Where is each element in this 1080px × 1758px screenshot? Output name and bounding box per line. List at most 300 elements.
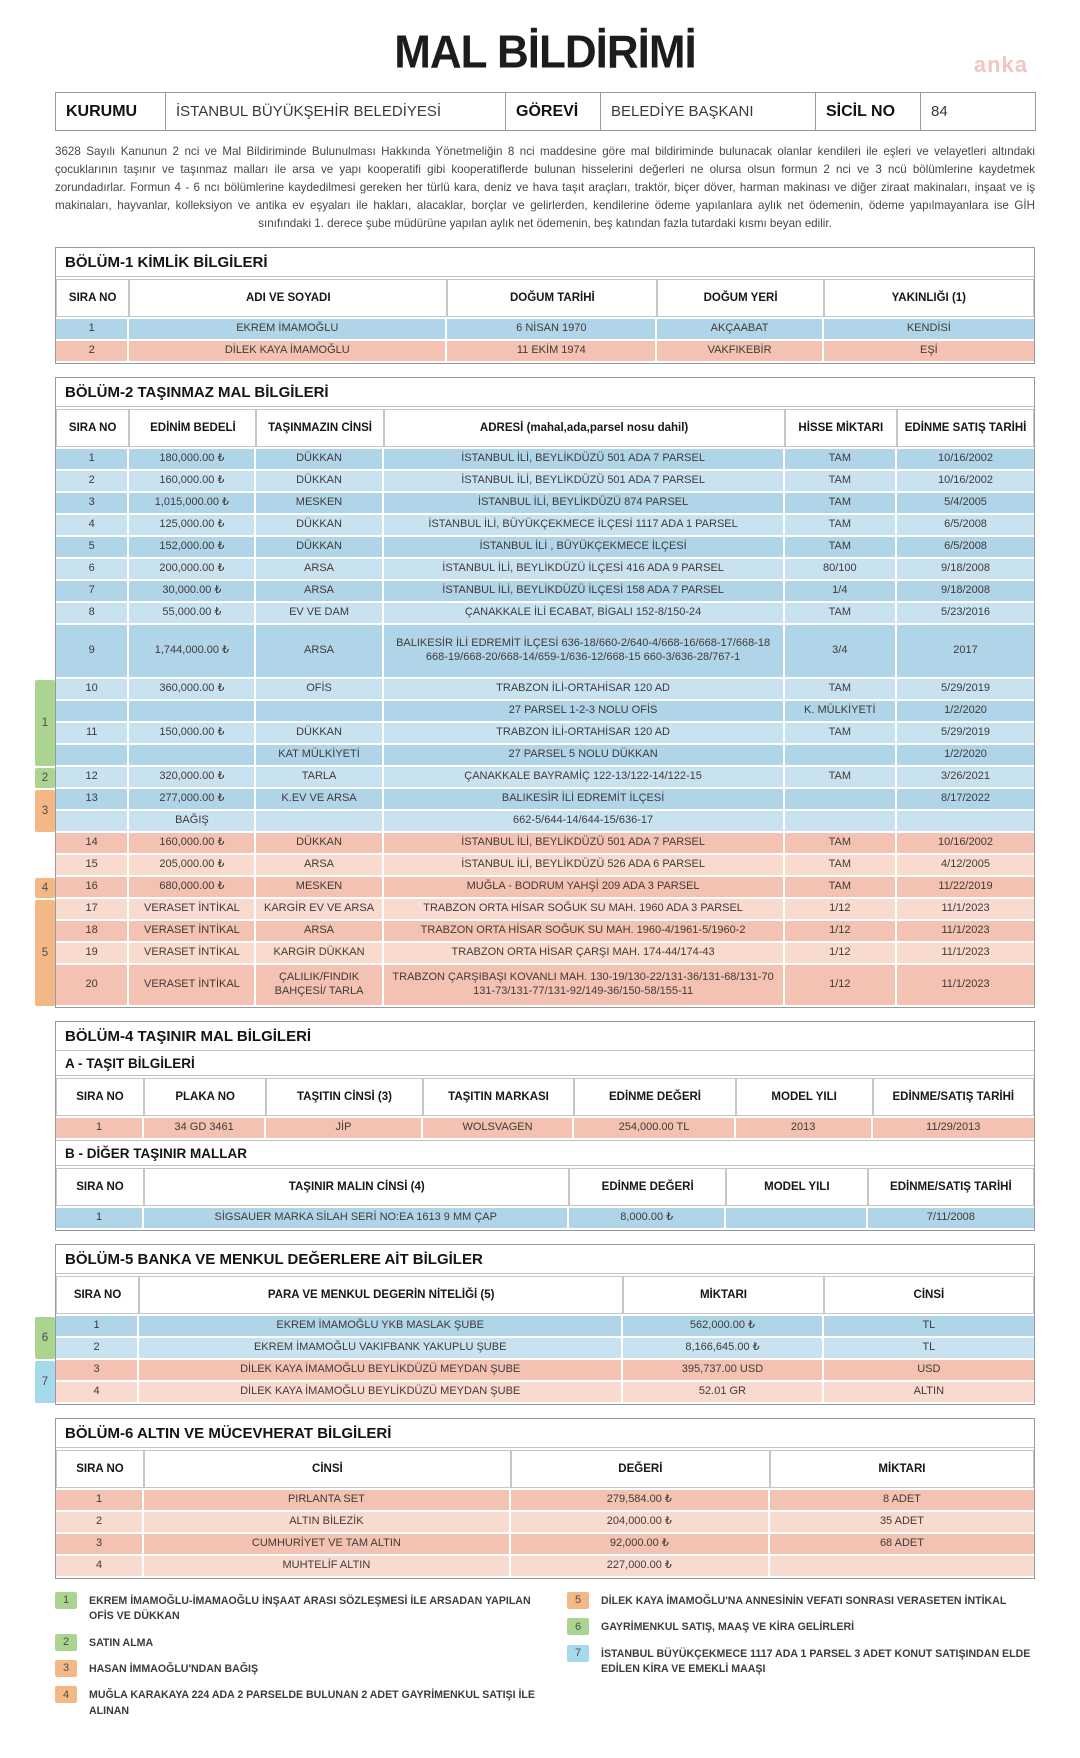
footnote-item	[567, 1645, 1055, 1678]
table-cell: 12	[56, 767, 129, 787]
table-row	[56, 1534, 1034, 1554]
table-cell	[785, 811, 897, 831]
table-cell: K.EV VE ARSA	[256, 789, 383, 809]
table-cell: 10/16/2002	[897, 449, 1034, 469]
table-cell: 16	[56, 877, 129, 897]
table-cell: 5/23/2016	[897, 603, 1034, 623]
table-cell: 205,000.00 ₺	[129, 855, 256, 875]
table-cell: 11 EKİM 1974	[447, 341, 657, 361]
table-cell: 55,000.00 ₺	[129, 603, 256, 623]
table-row	[56, 767, 1034, 787]
other-movables-table	[56, 1166, 1034, 1230]
table-cell: 1/2/2020	[897, 701, 1034, 721]
table-cell: İSTANBUL İLİ, BEYLİKDÜZÜ 874 PARSEL	[384, 493, 785, 513]
column-header: TAŞITIN MARKASI	[423, 1078, 575, 1116]
table-cell: 160,000.00 ₺	[129, 471, 256, 491]
table-cell: 10/16/2002	[897, 833, 1034, 853]
column-header-row	[56, 1276, 1034, 1314]
table-cell: VERASET İNTİKAL	[129, 943, 256, 963]
table-cell: TAM	[785, 537, 897, 557]
table-cell: TRABZON ORTA HİSAR SOĞUK SU MAH. 1960 ADA 3 PARSEL	[384, 899, 785, 919]
table-cell: 27 PARSEL 5 NOLU DÜKKAN	[384, 745, 785, 765]
table-cell: İSTANBUL İLİ, BÜYÜKÇEKMECE İLÇESİ 1117 ADA 1 PARSEL	[384, 515, 785, 535]
table-row	[56, 833, 1034, 853]
footnote-item	[55, 1660, 543, 1677]
table-cell: 2	[56, 1512, 144, 1532]
table-cell: BALIKESİR İLİ EDREMİT İLÇESİ 636-18/660-2/640-4/668-16/668-17/668-18 668-19/668-20/668-14/659-1/636-12/668-15 660-3/636-28/767-1	[384, 625, 785, 677]
table-cell: 3	[56, 1534, 144, 1554]
table-cell: 7/11/2008	[868, 1208, 1034, 1228]
column-header: EDİNİM BEDELİ	[129, 409, 256, 447]
section-6-gold-jewelry	[55, 1418, 1035, 1579]
footnote-number-chip: 7	[567, 1645, 589, 1662]
table-cell: DİLEK KAYA İMAMOĞLU BEYLİKDÜZÜ MEYDAN ŞUBE	[139, 1360, 623, 1380]
table-cell: 1	[56, 1208, 144, 1228]
table-cell: 13	[56, 789, 129, 809]
table-cell: BAĞIŞ	[129, 811, 256, 831]
table-cell: 1	[56, 1118, 144, 1138]
table-cell: 1	[56, 449, 129, 469]
column-header: MODEL YILI	[736, 1078, 873, 1116]
gorevi-value: BELEDİYE BAŞKANI	[601, 93, 816, 131]
table-cell: 1,744,000.00 ₺	[129, 625, 256, 677]
table-cell: 6	[56, 559, 129, 579]
table-row	[56, 1512, 1034, 1532]
footnote-item	[55, 1686, 543, 1719]
table-cell: 8 ADET	[770, 1490, 1034, 1510]
table-cell: 1/12	[785, 921, 897, 941]
footnote-text: EKREM İMAMOĞLU-İMAMAOĞLU İNŞAAT ARASI SÖZLEŞMESİ İLE ARSADAN YAPILAN OFİS VE DÜKKAN	[89, 1594, 531, 1623]
table-cell: İSTANBUL İLİ, BEYLİKDÜZÜ İLÇESİ 158 ADA 7 PARSEL	[384, 581, 785, 601]
table-cell	[785, 745, 897, 765]
table-row	[56, 965, 1034, 1005]
footnote-ref-marker: 1	[35, 680, 55, 766]
column-header-row	[56, 1078, 1034, 1116]
footnote-text: MUĞLA KARAKAYA 224 ADA 2 PARSELDE BULUNAN 2 ADET GAYRİMENKUL SATIŞI İLE ALINAN	[89, 1689, 535, 1717]
column-header: PARA VE MENKUL DEGERİN NİTELİĞİ (5)	[139, 1276, 623, 1314]
table-cell: TAM	[785, 515, 897, 535]
gorevi-label: GÖREVİ	[506, 93, 601, 131]
table-cell: TAM	[785, 767, 897, 787]
table-cell: 9	[56, 625, 129, 677]
table-cell: 8	[56, 603, 129, 623]
table-cell: 4	[56, 1382, 139, 1402]
table-cell: 1/12	[785, 943, 897, 963]
table-cell: USD	[824, 1360, 1034, 1380]
footnote-text: DİLEK KAYA İMAMOĞLU'NA ANNESİNİN VEFATI SONRASI VERASETEN İNTİKAL	[601, 1594, 1007, 1607]
table-cell: 6 NİSAN 1970	[447, 319, 657, 339]
table-cell: PIRLANTA SET	[144, 1490, 511, 1510]
table-cell: K. MÜLKİYETİ	[785, 701, 897, 721]
table-cell: DİLEK KAYA İMAMOĞLU	[129, 341, 447, 361]
footnotes-left-column	[55, 1592, 543, 1728]
table-cell: 150,000.00 ₺	[129, 723, 256, 743]
table-cell: ARSA	[256, 625, 383, 677]
table-cell: TAM	[785, 877, 897, 897]
section-2-title: BÖLÜM-2 TAŞINMAZ MAL BİLGİLERİ	[56, 378, 1034, 407]
vehicles-table	[56, 1076, 1034, 1140]
table-cell: 279,584.00 ₺	[511, 1490, 770, 1510]
footnote-number-chip: 6	[567, 1618, 589, 1635]
table-cell: 4	[56, 515, 129, 535]
table-row	[56, 789, 1034, 809]
table-cell: CUMHURİYET VE TAM ALTIN	[144, 1534, 511, 1554]
table-row	[56, 1382, 1034, 1402]
table-cell: OFİS	[256, 679, 383, 699]
table-cell	[785, 789, 897, 809]
column-header: TAŞINIR MALIN CİNSİ (4)	[144, 1168, 569, 1206]
footnote-item	[567, 1592, 1055, 1609]
table-row	[56, 679, 1034, 699]
page-title: MAL BİLDİRİMİ	[394, 26, 696, 79]
table-row	[56, 625, 1034, 677]
table-row	[56, 319, 1034, 339]
footnotes	[55, 1592, 1055, 1728]
column-header: CİNSİ	[824, 1276, 1034, 1314]
table-row	[56, 603, 1034, 623]
table-cell: DÜKKAN	[256, 723, 383, 743]
table-cell	[129, 745, 256, 765]
table-cell: 10	[56, 679, 129, 699]
column-header: ADRESİ (mahal,ada,parsel nosu dahil)	[384, 409, 785, 447]
section-4-title: BÖLÜM-4 TAŞINIR MAL BİLGİLERİ	[56, 1022, 1034, 1051]
sicil-no-label: SİCİL NO	[816, 93, 921, 131]
table-row	[56, 1316, 1034, 1336]
table-row	[56, 877, 1034, 897]
table-cell: 9/18/2008	[897, 581, 1034, 601]
column-header: MİKTARI	[770, 1450, 1034, 1488]
table-cell	[897, 811, 1034, 831]
table-row	[56, 515, 1034, 535]
header-info-table	[55, 92, 1036, 131]
table-cell: 11/1/2023	[897, 921, 1034, 941]
table-cell: 1/2/2020	[897, 745, 1034, 765]
table-cell: 3	[56, 1360, 139, 1380]
column-header: SIRA NO	[56, 279, 129, 317]
table-cell: EKREM İMAMOĞLU VAKIFBANK YAKUPLU ŞUBE	[139, 1338, 623, 1358]
anka-watermark: anka	[973, 52, 1028, 77]
table-cell: 680,000.00 ₺	[129, 877, 256, 897]
footnote-number-chip: 2	[55, 1634, 77, 1651]
table-cell	[56, 811, 129, 831]
table-cell: 14	[56, 833, 129, 853]
table-cell: 1/4	[785, 581, 897, 601]
table-row	[56, 1490, 1034, 1510]
column-header: EDİNME/SATIŞ TARİHİ	[868, 1168, 1034, 1206]
table-cell: VERASET İNTİKAL	[129, 921, 256, 941]
table-cell: TAM	[785, 679, 897, 699]
table-cell: İSTANBUL İLİ, BEYLİKDÜZÜ İLÇESİ 416 ADA 9 PARSEL	[384, 559, 785, 579]
table-cell: KAT MÜLKİYETİ	[256, 745, 383, 765]
table-cell: ALTIN	[824, 1382, 1034, 1402]
table-cell: DÜKKAN	[256, 833, 383, 853]
column-header: EDİNME SATIŞ TARİHİ	[897, 409, 1034, 447]
table-cell: JİP	[266, 1118, 422, 1138]
table-cell: 277,000.00 ₺	[129, 789, 256, 809]
table-cell: 11/1/2023	[897, 943, 1034, 963]
column-header-row	[56, 1450, 1034, 1488]
footnote-text: İSTANBUL BÜYÜKÇEKMECE 1117 ADA 1 PARSEL 3 ADET KONUT SATIŞINDAN ELDE EDİLEN KİRA VE EMEKLİ MAAŞI	[601, 1647, 1031, 1675]
column-header-row	[56, 409, 1034, 447]
section-4-movables	[55, 1021, 1035, 1231]
table-cell: 227,000.00 ₺	[511, 1556, 770, 1576]
table-cell: 4	[56, 1556, 144, 1576]
table-row	[56, 1360, 1034, 1380]
table-cell: 10/16/2002	[897, 471, 1034, 491]
table-row	[56, 1208, 1034, 1228]
table-row	[56, 921, 1034, 941]
table-cell: EŞİ	[824, 341, 1034, 361]
column-header: SIRA NO	[56, 1450, 144, 1488]
table-cell: 360,000.00 ₺	[129, 679, 256, 699]
table-cell: TARLA	[256, 767, 383, 787]
table-row	[56, 537, 1034, 557]
table-cell: MUĞLA - BODRUM YAHŞİ 209 ADA 3 PARSEL	[384, 877, 785, 897]
table-cell: 2	[56, 1338, 139, 1358]
table-cell: 6/5/2008	[897, 537, 1034, 557]
column-header: PLAKA NO	[144, 1078, 266, 1116]
table-cell	[256, 701, 383, 721]
footnote-item	[567, 1618, 1055, 1635]
gold-jewelry-table	[56, 1448, 1034, 1578]
column-header-row	[56, 279, 1034, 317]
table-cell: TRABZON ORTA HİSAR SOĞUK SU MAH. 1960-4/1961-5/1960-2	[384, 921, 785, 941]
table-cell: KARGİR DÜKKAN	[256, 943, 383, 963]
table-cell: EKREM İMAMOĞLU	[129, 319, 447, 339]
table-cell: DÜKKAN	[256, 449, 383, 469]
column-header: EDİNME/SATIŞ TARİHİ	[873, 1078, 1034, 1116]
table-cell: 35 ADET	[770, 1512, 1034, 1532]
column-header: SIRA NO	[56, 409, 129, 447]
column-header: EDİNME DEĞERİ	[569, 1168, 725, 1206]
footnote-item	[55, 1592, 543, 1625]
footnote-text: SATIN ALMA	[89, 1636, 154, 1649]
header-info-row	[56, 93, 1036, 131]
table-cell: 11/1/2023	[897, 899, 1034, 919]
table-cell: KENDİSİ	[824, 319, 1034, 339]
bank-assets-table	[56, 1274, 1034, 1404]
table-cell: 27 PARSEL 1-2-3 NOLU OFİS	[384, 701, 785, 721]
table-row	[56, 1118, 1034, 1138]
column-header: YAKINLIĞI (1)	[824, 279, 1034, 317]
table-cell: ALTIN BİLEZİK	[144, 1512, 511, 1532]
table-cell: ARSA	[256, 581, 383, 601]
table-cell: BALIKESİR İLİ EDREMİT İLÇESİ	[384, 789, 785, 809]
table-cell: 5/29/2019	[897, 723, 1034, 743]
table-cell: VERASET İNTİKAL	[129, 965, 256, 1005]
table-cell: ÇANAKKALE İLİ ECABAT, BİGALI 152-8/150-24	[384, 603, 785, 623]
table-cell: SİGSAUER MARKA SİLAH SERİ NO:EA 1613 9 MM ÇAP	[144, 1208, 569, 1228]
column-header: HİSSE MİKTARI	[785, 409, 897, 447]
table-cell: 5/4/2005	[897, 493, 1034, 513]
column-header-row	[56, 1168, 1034, 1206]
table-row	[56, 1338, 1034, 1358]
table-cell: 1	[56, 319, 129, 339]
footnote-ref-marker: 5	[35, 900, 55, 1006]
table-cell: 30,000.00 ₺	[129, 581, 256, 601]
table-cell: 34 GD 3461	[144, 1118, 266, 1138]
footnote-ref-marker: 2	[35, 768, 55, 788]
footnotes-right-column	[567, 1592, 1055, 1728]
table-cell: İSTANBUL İLİ , BÜYÜKÇEKMECE İLÇESİ	[384, 537, 785, 557]
footnote-text: GAYRİMENKUL SATIŞ, MAAŞ VE KİRA GELİRLERİ	[601, 1621, 855, 1634]
table-cell: İSTANBUL İLİ, BEYLİKDÜZÜ 501 ADA 7 PARSEL	[384, 833, 785, 853]
table-cell: TL	[824, 1338, 1034, 1358]
table-row	[56, 723, 1034, 743]
table-cell: 1	[56, 1490, 144, 1510]
table-cell: 2013	[736, 1118, 873, 1138]
table-cell: TRABZON ORTA HİSAR ÇARŞI MAH. 174-44/174-43	[384, 943, 785, 963]
table-cell: DİLEK KAYA İMAMOĞLU BEYLİKDÜZÜ MEYDAN ŞUBE	[139, 1382, 623, 1402]
table-cell: 19	[56, 943, 129, 963]
footnote-item	[55, 1634, 543, 1651]
table-cell: 68 ADET	[770, 1534, 1034, 1554]
column-header: MİKTARI	[623, 1276, 823, 1314]
column-header: DOĞUM TARİHİ	[447, 279, 657, 317]
table-cell: 18	[56, 921, 129, 941]
table-cell: 395,737.00 USD	[623, 1360, 823, 1380]
footnote-number-chip: 1	[55, 1592, 77, 1609]
table-cell: TAM	[785, 449, 897, 469]
section-5-bank-assets	[41, 1244, 1035, 1405]
table-cell	[770, 1556, 1034, 1576]
table-cell: 8/17/2022	[897, 789, 1034, 809]
table-cell: ARSA	[256, 855, 383, 875]
table-cell: ÇALILIK/FINDIK BAHÇESİ/ TARLA	[256, 965, 383, 1005]
footnote-ref-marker: 4	[35, 878, 55, 898]
table-cell: TRABZON ÇARŞIBAŞI KOVANLI MAH. 130-19/130-22/131-36/131-68/131-70 131-73/131-77/131-92/149-36/150-58/155-11	[384, 965, 785, 1005]
table-cell: EV VE DAM	[256, 603, 383, 623]
table-cell: VERASET İNTİKAL	[129, 899, 256, 919]
column-header: DEĞERİ	[511, 1450, 770, 1488]
table-cell: 7	[56, 581, 129, 601]
table-cell: DÜKKAN	[256, 515, 383, 535]
table-cell: 180,000.00 ₺	[129, 449, 256, 469]
table-cell: 152,000.00 ₺	[129, 537, 256, 557]
table-cell: 2	[56, 471, 129, 491]
table-cell: MESKEN	[256, 877, 383, 897]
table-cell: TRABZON İLİ-ORTAHİSAR 120 AD	[384, 679, 785, 699]
table-row	[56, 745, 1034, 765]
kurumu-value: İSTANBUL BÜYÜKŞEHİR BELEDİYESİ	[166, 93, 506, 131]
table-cell: İSTANBUL İLİ, BEYLİKDÜZÜ 501 ADA 7 PARSEL	[384, 471, 785, 491]
table-cell: 92,000.00 ₺	[511, 1534, 770, 1554]
table-cell: 254,000.00 TL	[574, 1118, 735, 1138]
table-cell: 1,015,000.00 ₺	[129, 493, 256, 513]
table-cell: 1	[56, 1316, 139, 1336]
table-cell: 11/29/2013	[873, 1118, 1034, 1138]
table-cell: VAKFIKEBİR	[657, 341, 823, 361]
column-header: TAŞITIN CİNSİ (3)	[266, 1078, 422, 1116]
section-4a-title: A - TAŞIT BİLGİLERİ	[56, 1051, 1034, 1076]
section-6-title: BÖLÜM-6 ALTIN VE MÜCEVHERAT BİLGİLERİ	[56, 1419, 1034, 1448]
table-cell: 3	[56, 493, 129, 513]
footnote-text: HASAN İMMAOĞLU'NDAN BAĞIŞ	[89, 1662, 259, 1675]
table-cell: EKREM İMAMOĞLU YKB MASLAK ŞUBE	[139, 1316, 623, 1336]
table-cell: 20	[56, 965, 129, 1005]
table-cell: 200,000.00 ₺	[129, 559, 256, 579]
table-cell: 9/18/2008	[897, 559, 1034, 579]
section-1-identity	[55, 247, 1035, 364]
table-cell: 204,000.00 ₺	[511, 1512, 770, 1532]
table-cell: 6/5/2008	[897, 515, 1034, 535]
table-cell: İSTANBUL İLİ, BEYLİKDÜZÜ 501 ADA 7 PARSEL	[384, 449, 785, 469]
table-cell: 11	[56, 723, 129, 743]
table-cell: 3/4	[785, 625, 897, 677]
table-cell: TAM	[785, 493, 897, 513]
footnote-ref-marker: 7	[35, 1361, 55, 1403]
legal-paragraph: 3628 Sayılı Kanunun 2 nci ve Mal Bildiriminde Bulunulması Hakkında Yönetmeliğin 8 nci maddesine göre mal bildiriminde bulunacak olanlar kendileri ile eşleri ve velayetleri altındaki çocuklarının taşınır ve taşınmaz malları ile arsa ve yapı kooperatifi gibi kooperatiflerde bulunan hisselerini değerleri ne olursa olsun formun 2 nci ve 3 ncü bölümlerine kaydetmek zorundadırlar. Formun 4 - 6 ncı bölümlerine kaydedilmesi gereken her türlü kara, deniz ve hava taşıt araçları, traktör, biçer döver, harman makinası ve diğer ziraat makinaları, inşaat ve iş makinaları, hayvanlar, kolleksiyon ve antika ev eşyaları ile hakları, alacaklar, borçlar ve gelirlerden, kendilerine ödeme yapılanlara aylık net ödemenin, ödeme yapılmayanlara ise GİH sınıfındaki 1. derece şube müdürüne yapılan aylık net ödemenin, beş katından fazla tutardaki kısmı beyan edilir.	[55, 145, 1035, 230]
table-cell: 1/12	[785, 965, 897, 1005]
table-cell: 2017	[897, 625, 1034, 677]
table-cell: 1/12	[785, 899, 897, 919]
table-cell: 5	[56, 537, 129, 557]
table-cell: TAM	[785, 471, 897, 491]
table-cell: 8,166,645.00 ₺	[623, 1338, 823, 1358]
column-header: EDİNME DEĞERİ	[574, 1078, 735, 1116]
table-cell: ARSA	[256, 559, 383, 579]
table-cell: ÇANAKKALE BAYRAMİÇ 122-13/122-14/122-15	[384, 767, 785, 787]
table-cell: 17	[56, 899, 129, 919]
table-row	[56, 943, 1034, 963]
column-header: SIRA NO	[56, 1078, 144, 1116]
table-cell: KARGİR EV VE ARSA	[256, 899, 383, 919]
table-cell: 320,000.00 ₺	[129, 767, 256, 787]
section-2-real-estate	[41, 377, 1035, 1008]
table-cell: İSTANBUL İLİ, BEYLİKDÜZÜ 526 ADA 6 PARSEL	[384, 855, 785, 875]
column-header: SIRA NO	[56, 1168, 144, 1206]
footnote-number-chip: 5	[567, 1592, 589, 1609]
table-cell	[726, 1208, 868, 1228]
table-cell	[129, 701, 256, 721]
table-cell: MESKEN	[256, 493, 383, 513]
table-cell: TAM	[785, 833, 897, 853]
column-header: SIRA NO	[56, 1276, 139, 1314]
section-1-title: BÖLÜM-1 KİMLİK BİLGİLERİ	[56, 248, 1034, 277]
column-header: DOĞUM YERİ	[657, 279, 823, 317]
column-header: TAŞINMAZIN CİNSİ	[256, 409, 383, 447]
table-cell: 160,000.00 ₺	[129, 833, 256, 853]
table-cell	[256, 811, 383, 831]
table-row	[56, 449, 1034, 469]
table-row	[56, 493, 1034, 513]
table-cell: 125,000.00 ₺	[129, 515, 256, 535]
table-row	[56, 701, 1034, 721]
table-cell: WOLSVAGEN	[423, 1118, 575, 1138]
table-cell: ARSA	[256, 921, 383, 941]
section-4b-title: B - DİĞER TAŞINIR MALLAR	[56, 1140, 1034, 1166]
table-cell	[56, 701, 129, 721]
table-cell: TL	[824, 1316, 1034, 1336]
table-cell: AKÇAABAT	[657, 319, 823, 339]
table-row	[56, 581, 1034, 601]
identity-table	[56, 277, 1034, 363]
footnote-number-chip: 3	[55, 1660, 77, 1677]
table-cell: 15	[56, 855, 129, 875]
footnote-number-chip: 4	[55, 1686, 77, 1703]
footnote-ref-marker: 6	[35, 1317, 55, 1359]
table-cell: 80/100	[785, 559, 897, 579]
table-cell	[56, 745, 129, 765]
table-cell: DÜKKAN	[256, 471, 383, 491]
table-cell: TAM	[785, 603, 897, 623]
table-cell: 662-5/644-14/644-15/636-17	[384, 811, 785, 831]
table-cell: 5/29/2019	[897, 679, 1034, 699]
table-row	[56, 341, 1034, 361]
table-cell: MUHTELİF ALTIN	[144, 1556, 511, 1576]
sicil-no-value: 84	[921, 93, 1036, 131]
table-cell: 11/22/2019	[897, 877, 1034, 897]
